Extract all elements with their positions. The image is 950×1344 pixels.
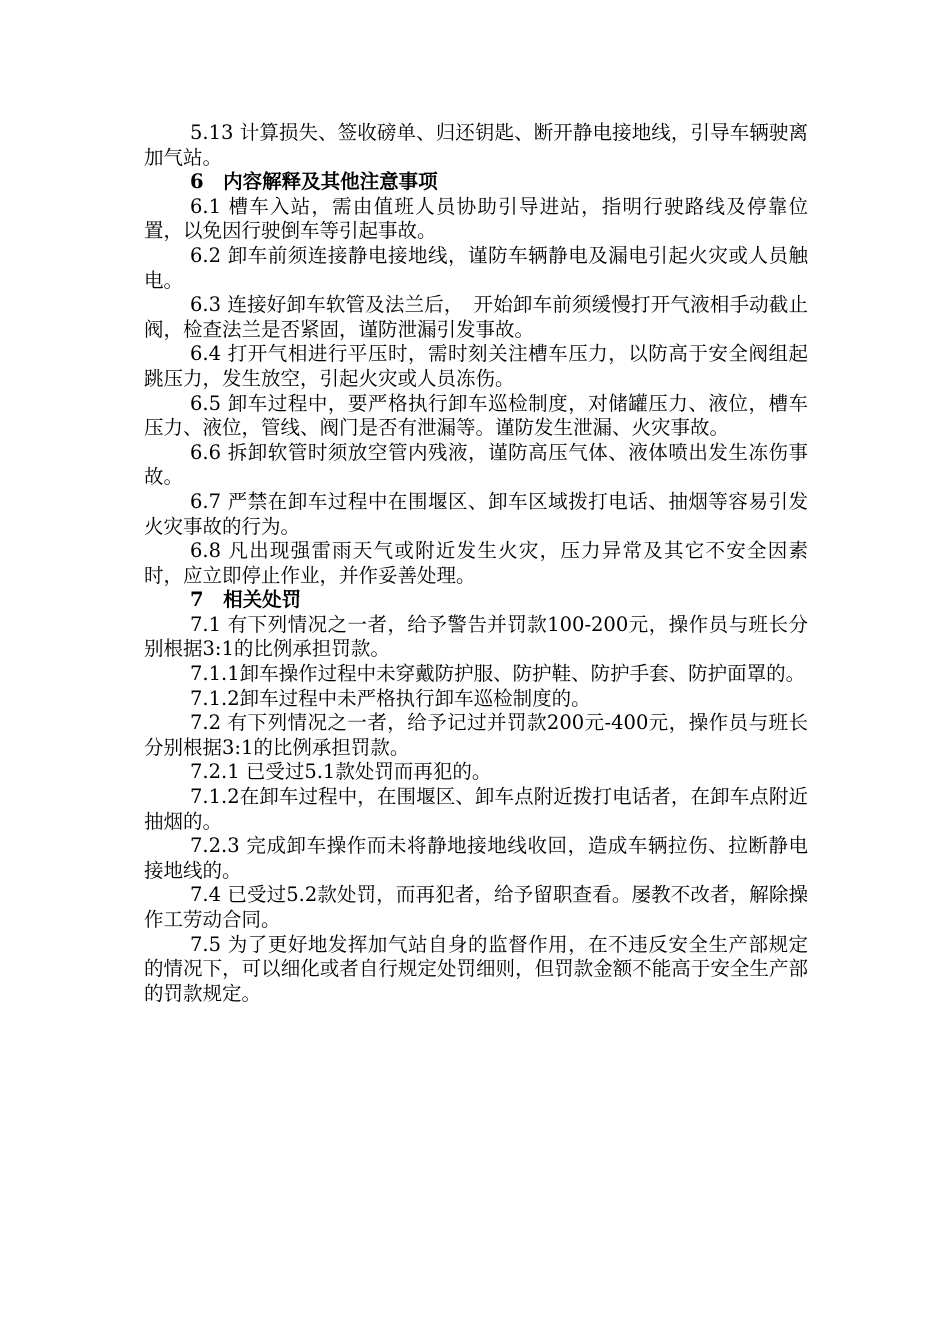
paragraph-7-2-1: 7.2.1 已受过5.1款处罚而再犯的。 — [190, 760, 492, 784]
section-heading-7: 7 相关处罚 — [190, 588, 302, 612]
paragraph-7-5: 7.5 为了更好地发挥加气站自身的监督作用，在不违反安全生产部规定的情况下，可以细化或者自行规定处罚细则，但罚款金额不能高于安全生产部的罚款规定。 — [144, 932, 808, 1005]
paragraph-7-2: 7.2 有下列情况之一者，给予记过并罚款200元-400元，操作员与班长分别根据3:1的比例承担罚款。 — [144, 711, 808, 759]
paragraph-7-1: 7.1 有下列情况之一者，给予警告并罚款100-200元，操作员与班长分别根据3:1的比例承担罚款。 — [144, 612, 808, 661]
paragraph-6-5: 6.5 卸车过程中，要严格执行卸车巡检制度，对储罐压力、液位，槽车压力、液位，管线、阀门是否有泄漏等。谨防发生泄漏、火灾事故。 — [144, 391, 808, 440]
paragraph-6-8: 6.8 凡出现强雷雨天气或附近发生火灾，压力异常及其它不安全因素时，应立即停止作业，并作妥善处理。 — [144, 539, 808, 587]
section-heading-6: 6 内容解释及其他注意事项 — [190, 170, 438, 194]
paragraph-6-2: 6.2 卸车前须连接静电接地线，谨防车辆静电及漏电引起火灾或人员触电。 — [144, 243, 808, 292]
paragraph-7-1-2: 7.1.2卸车过程中未严格执行卸车巡检制度的。 — [190, 686, 591, 710]
paragraph-7-4: 7.4 已受过5.2款处罚，而再犯者，给予留职查看。屡教不改者，解除操作工劳动合同。 — [144, 883, 808, 931]
paragraph-6-1: 6.1 槽车入站，需由值班人员协助引导进站，指明行驶路线及停靠位置，以免因行驶倒车等引起事故。 — [144, 194, 808, 243]
paragraph-7-1-1: 7.1.1卸车操作过程中未穿戴防护服、防护鞋、防护手套、防护面罩的。 — [190, 662, 806, 686]
paragraph-6-7: 6.7 严禁在卸车过程中在围堰区、卸车区域拨打电话、抽烟等容易引发火灾事故的行为。 — [144, 489, 808, 538]
paragraph-6-3: 6.3 连接好卸车软管及法兰后， 开始卸车前须缓慢打开气液相手动截止阀，检查法兰是否紧固，谨防泄漏引发事故。 — [144, 293, 808, 341]
paragraph-7-2-3: 7.2.3 完成卸车操作而未将静地接地线收回，造成车辆拉伤、拉断静电接地线的。 — [144, 834, 808, 882]
paragraph-5-13: 5.13 计算损失、签收磅单、归还钥匙、断开静电接地线，引导车辆驶离加气站。 — [144, 121, 808, 169]
paragraph-6-6: 6.6 拆卸软管时须放空管内残液，谨防高压气体、液体喷出发生冻伤事故。 — [144, 440, 808, 489]
paragraph-7-1-2-b: 7.1.2在卸车过程中，在围堰区、卸车点附近拨打电话者，在卸车点附近抽烟的。 — [144, 785, 808, 833]
document-body — [144, 121, 808, 1006]
paragraph-6-4: 6.4 打开气相进行平压时，需时刻关注槽车压力，以防高于安全阀组起跳压力，发生放空，引起火灾或人员冻伤。 — [144, 342, 808, 390]
